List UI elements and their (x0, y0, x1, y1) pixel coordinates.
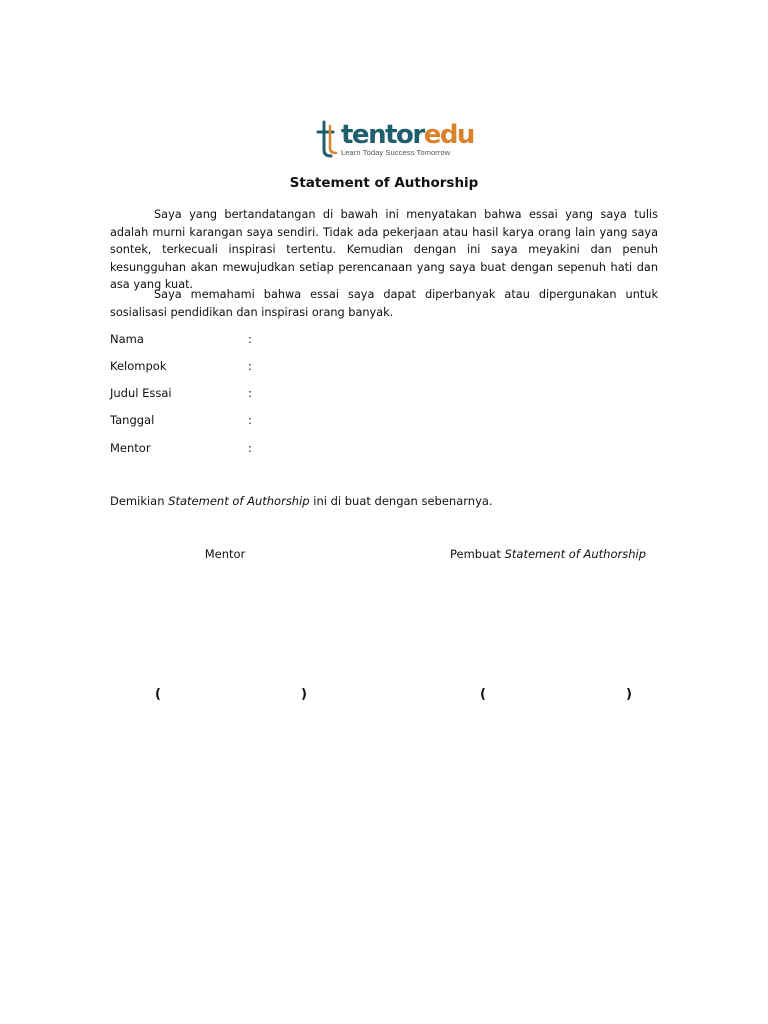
signature-right-prefix: Pembuat (449, 547, 505, 561)
tentoredu-logo (315, 120, 474, 160)
signature-left-paren-close: ) (301, 687, 307, 702)
field-label: Mentor (110, 441, 151, 455)
signature-label-author (430, 547, 666, 561)
field-label: Kelompok (110, 359, 167, 373)
field-tanggal (110, 413, 410, 431)
logo-word-edu: edu (423, 120, 474, 150)
tentoredu-logo-mark-icon (315, 120, 341, 158)
paragraph-1: Saya yang bertandatangan di bawah ini menyatakan bahwa essai yang saya tulis adalah murni karangan saya sendiri. Tidak ada pekerjaan atau hasil karya orang lain yang saya sontek, terkecuali inspirasi tertentu. Kemudian dengan ini saya meyakini dan penuh kesungguhan akan mewujudkan setiap perencanaan yang saya buat dengan sepenuh hati dan asa yang kuat. (110, 208, 658, 291)
field-label: Nama (110, 332, 144, 346)
logo-word-tentor: tentor (341, 120, 424, 150)
field-colon: : (248, 413, 252, 427)
field-nama (110, 332, 410, 350)
signature-right-paren-open: ( (480, 687, 486, 702)
logo-tagline: Learn Today Success Tomorrow (341, 148, 451, 157)
closing-suffix: ini di buat dengan sebenarnya. (309, 494, 493, 508)
field-colon: : (248, 332, 252, 346)
field-judul-essai (110, 386, 410, 404)
closing-statement (110, 494, 493, 508)
signature-right-paren-close: ) (626, 687, 632, 702)
field-kelompok (110, 359, 410, 377)
paragraph-2: Saya memahami bahwa essai saya dapat diperbanyak atau dipergunakan untuk sosialisasi pendidikan dan inspirasi orang banyak. (110, 288, 658, 319)
signature-left-paren-open: ( (155, 687, 161, 702)
field-colon: : (248, 359, 252, 373)
field-colon: : (248, 441, 252, 455)
closing-prefix: Demikian (110, 494, 169, 508)
document-title: Statement of Authorship (289, 175, 479, 191)
field-label: Tanggal (110, 413, 155, 427)
signature-right-italic: Statement of Authorship (504, 547, 646, 561)
closing-italic: Statement of Authorship (168, 494, 310, 508)
signature-label-mentor: Mentor (204, 547, 246, 561)
field-label: Judul Essai (110, 386, 172, 400)
field-colon: : (248, 386, 252, 400)
field-mentor (110, 441, 410, 459)
logo-wordmark (341, 120, 474, 150)
